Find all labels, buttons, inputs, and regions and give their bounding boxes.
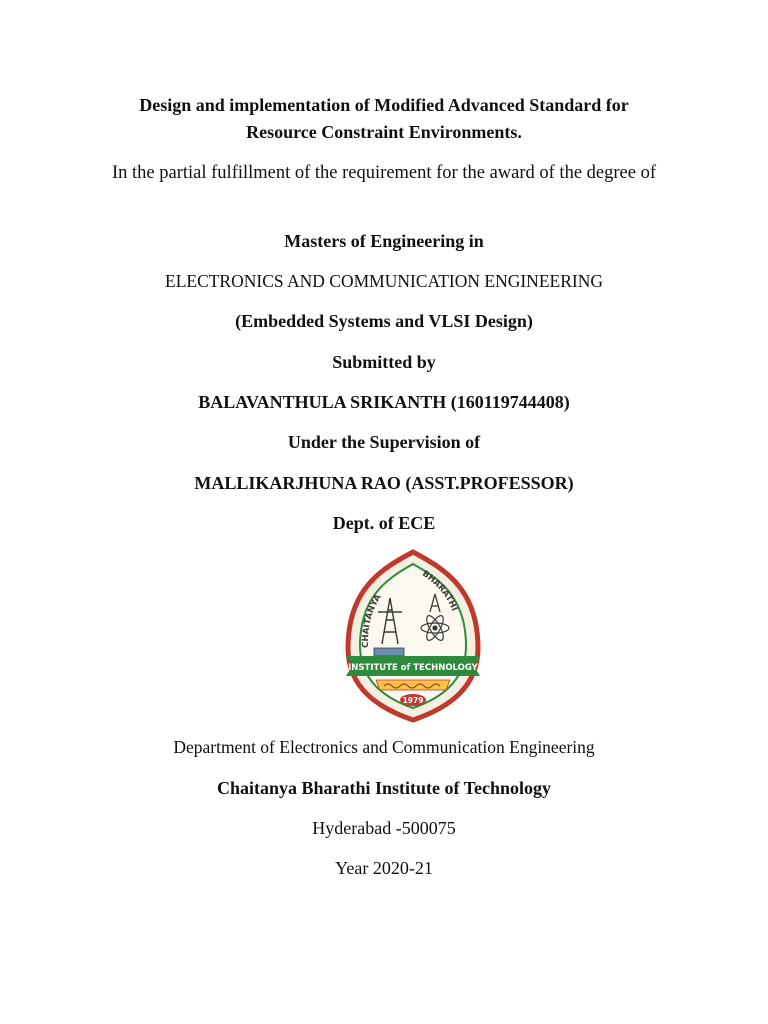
- institute-name: Chaitanya Bharathi Institute of Technology: [216, 778, 552, 798]
- specialization: (Embedded Systems and VLSI Design): [235, 311, 533, 331]
- college-logo: [338, 548, 488, 724]
- supervision-label: Under the Supervision of: [287, 432, 481, 452]
- logo-ring-text-right: BHARATHI: [420, 568, 460, 613]
- thesis-title-line-1: Design and implementation of Modified Advanced Standard for: [139, 95, 629, 115]
- fulfillment-statement: In the partial fulfillment of the requirement for the award of the degree of: [112, 163, 656, 183]
- thesis-title-line-2: Resource Constraint Environments.: [246, 122, 522, 142]
- institute-city: Hyderabad -500075: [312, 818, 456, 838]
- academic-year: Year 2020-21: [335, 858, 433, 878]
- submitted-by-label: Submitted by: [332, 352, 436, 372]
- department-short: Dept. of ECE: [332, 513, 436, 533]
- degree-name: Masters of Engineering in: [284, 231, 484, 251]
- logo-ring-text-left: CHAITANYA: [360, 592, 384, 648]
- logo-ribbon-text: INSTITUTE of TECHNOLOGY: [348, 663, 478, 673]
- department-full-name: Department of Electronics and Communication Engineering: [173, 737, 595, 757]
- logo-dam-icon: [374, 648, 404, 656]
- student-name: BALAVANTHULA SRIKANTH (160119744408): [198, 392, 570, 412]
- branch-name: ELECTRONICS AND COMMUNICATION ENGINEERING: [165, 271, 603, 291]
- logo-year-text: 1979: [402, 696, 424, 705]
- supervisor-name: MALLIKARJHUNA RAO (ASST.PROFESSOR): [194, 473, 574, 493]
